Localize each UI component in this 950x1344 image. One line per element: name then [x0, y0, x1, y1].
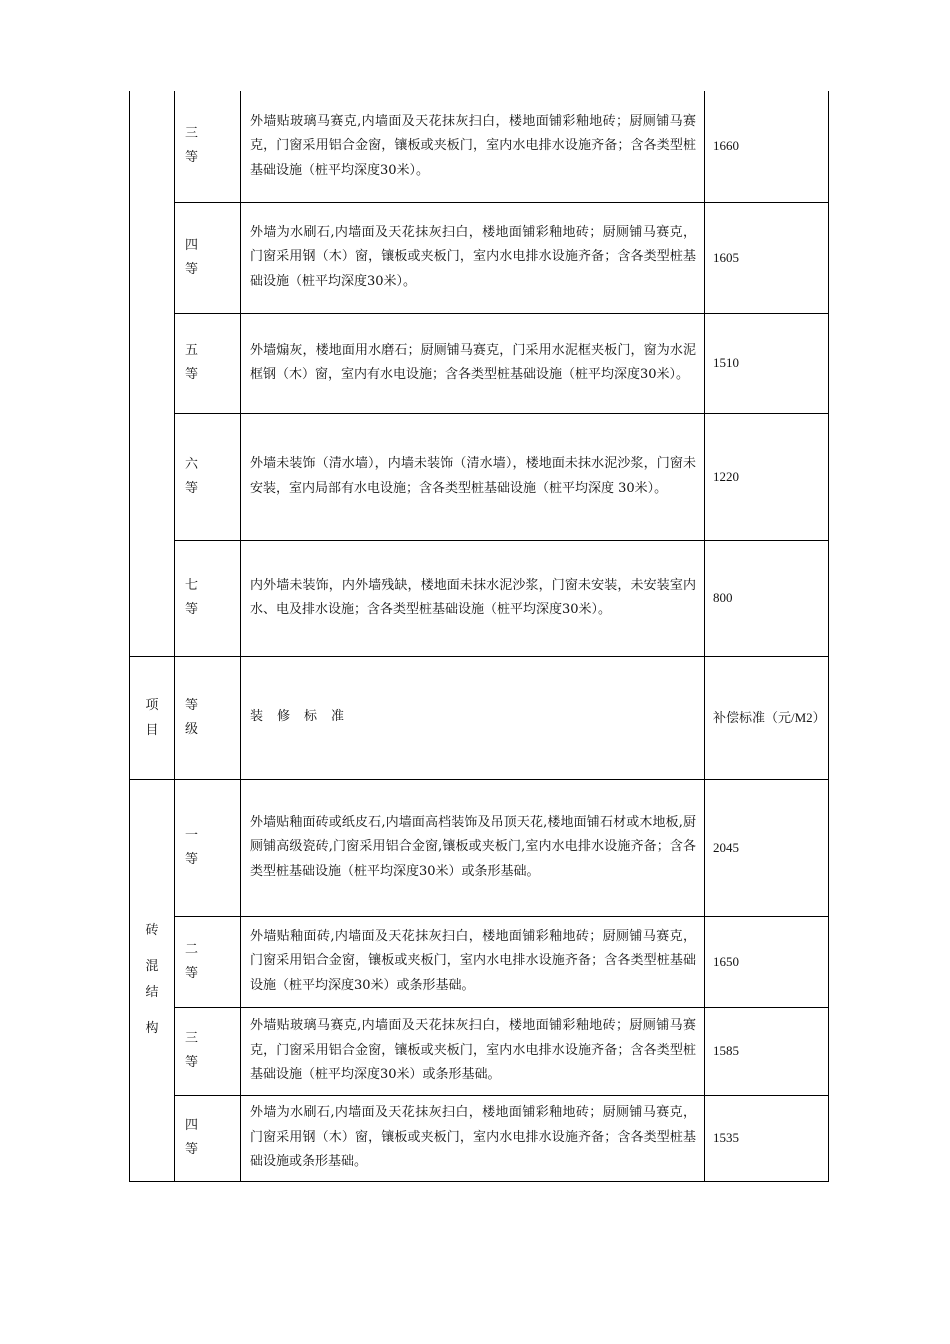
decoration-standard-cell: 外墙未装饰（清水墙），内墙未装饰（清水墙），楼地面未抹水泥沙浆，门窗未安装，室内局部有水电设施；含各类型桩基础设施（桩平均深度 30米）。 [241, 413, 705, 540]
header-compensation-cell: 补偿标准（元/M2） [705, 656, 829, 779]
decoration-standard-cell: 外墙贴釉面砖,内墙面及天花抹灰扫白，楼地面铺彩釉地砖；厨厕铺马赛克，门窗采用铝合金窗，镶板或夹板门，室内水电排水设施齐备；含各类型桩基础设施（桩平均深度30米）或条形基础。 [241, 916, 705, 1007]
grade-cell: 三 等 [175, 91, 241, 202]
table-row [130, 1007, 829, 1095]
compensation-value-cell: 1650 [705, 916, 829, 1007]
grade-cell: 六 等 [175, 413, 241, 540]
grade-cell: 三 等 [175, 1007, 241, 1095]
grade-cell: 四 等 [175, 1095, 241, 1181]
grade-cell: 七 等 [175, 540, 241, 656]
compensation-value-cell: 2045 [705, 779, 829, 916]
table-row [130, 313, 829, 413]
compensation-value-cell: 800 [705, 540, 829, 656]
decoration-standard-cell: 外墙为水刷石,内墙面及天花抹灰扫白，楼地面铺彩釉地砖；厨厕铺马赛克，门窗采用钢（木）窗，镶板或夹板门，室内水电排水设施齐备；含各类型桩基础设施或条形基础。 [241, 1095, 705, 1181]
header-row [130, 656, 829, 779]
decoration-standard-cell: 外墙煽灰，楼地面用水磨石；厨厕铺马赛克，门采用水泥框夹板门，窗为水泥框钢（木）窗，室内有水电设施；含各类型桩基础设施（桩平均深度30米）。 [241, 313, 705, 413]
decoration-standard-cell: 内外墙未装饰，内外墙残缺，楼地面未抹水泥沙浆，门窗未安装，未安装室内水、电及排水设施；含各类型桩基础设施（桩平均深度30米）。 [241, 540, 705, 656]
table-row [130, 540, 829, 656]
table-row [130, 916, 829, 1007]
compensation-value-cell: 1220 [705, 413, 829, 540]
header-decoration-standard-cell: 装修标准 [241, 656, 705, 779]
compensation-value-cell: 1535 [705, 1095, 829, 1181]
grade-cell: 四 等 [175, 202, 241, 313]
table-row [130, 413, 829, 540]
structure-type-cell: 砖 混 结 构 [130, 779, 175, 1181]
decoration-standard-cell: 外墙为水刷石,内墙面及天花抹灰扫白，楼地面铺彩釉地砖；厨厕铺马赛克，门窗采用钢（木）窗，镶板或夹板门，室内水电排水设施齐备；含各类型桩基础设施（桩平均深度30米）。 [241, 202, 705, 313]
compensation-value-cell: 1510 [705, 313, 829, 413]
grade-cell: 二 等 [175, 916, 241, 1007]
compensation-standard-table [129, 91, 829, 1182]
compensation-value-cell: 1605 [705, 202, 829, 313]
grade-cell: 五 等 [175, 313, 241, 413]
structure-cell-continued [130, 91, 175, 656]
decoration-standard-cell: 外墙贴玻璃马赛克,内墙面及天花抹灰扫白，楼地面铺彩釉地砖；厨厕铺马赛克，门窗采用铝合金窗，镶板或夹板门，室内水电排水设施齐备；含各类型桩基础设施（桩平均深度30米）。 [241, 91, 705, 202]
header-grade-cell: 等 级 [175, 656, 241, 779]
grade-cell: 一 等 [175, 779, 241, 916]
table-row [130, 202, 829, 313]
header-item-cell: 项 目 [130, 656, 175, 779]
compensation-value-cell: 1660 [705, 91, 829, 202]
compensation-value-cell: 1585 [705, 1007, 829, 1095]
decoration-standard-cell: 外墙贴釉面砖或纸皮石,内墙面高档装饰及吊顶天花,楼地面铺石材或木地板,厨厕铺高级瓷砖,门窗采用铝合金窗,镶板或夹板门,室内水电排水设施齐备；含各类型桩基础设施（桩平均深度30米）或条形基础。 [241, 779, 705, 916]
decoration-standard-cell: 外墙贴玻璃马赛克,内墙面及天花抹灰扫白，楼地面铺彩釉地砖；厨厕铺马赛克，门窗采用铝合金窗，镶板或夹板门，室内水电排水设施齐备；含各类型桩基础设施（桩平均深度30米）或条形基础。 [241, 1007, 705, 1095]
table-row [130, 91, 829, 202]
table-row [130, 1095, 829, 1181]
table-row [130, 779, 829, 916]
